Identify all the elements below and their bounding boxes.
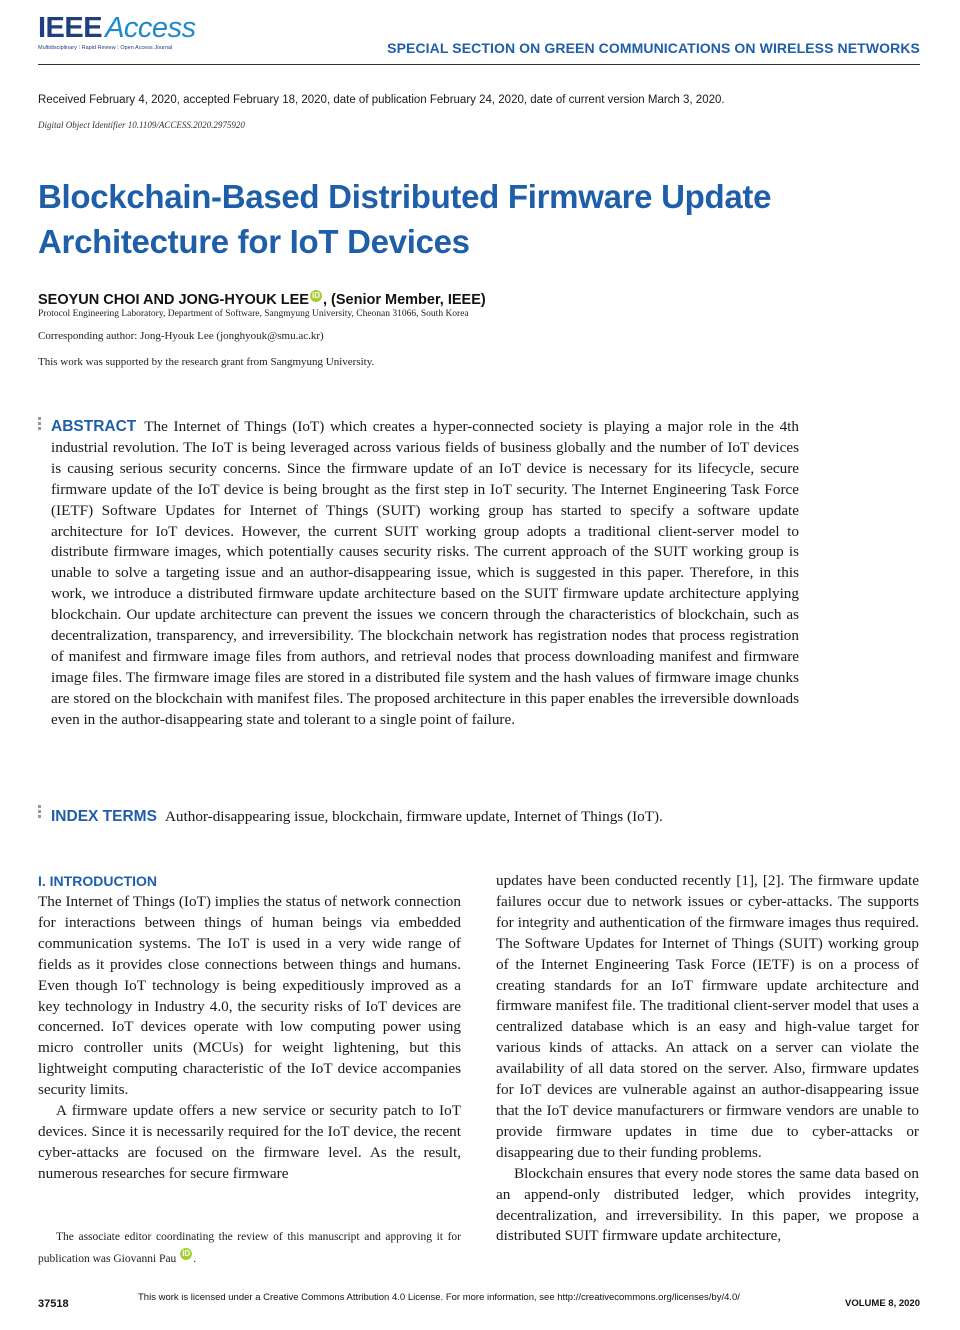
received-dates: Received February 4, 2020, accepted February 18, 2020, date of publication February 24, 2020, date of current version March 3, 2020. xyxy=(38,94,725,106)
index-terms-block xyxy=(51,806,811,827)
editor-note-text: The associate editor coordinating the review of this manuscript and approving it for publication was Giovanni Pau xyxy=(38,1231,461,1265)
intro-paragraph-2: A firmware update offers a new service or security patch to IoT devices. Since it is necessarily required for the IoT device, the recent cyber-attacks are focused on the firmware level. As the result, numerous researches for secure firmware xyxy=(38,1102,461,1182)
logo-access-text: Access xyxy=(105,12,196,44)
orcid-icon[interactable]: iD xyxy=(311,291,320,300)
index-terms-label: INDEX TERMS xyxy=(51,808,157,825)
intro-paragraph-1: The Internet of Things (IoT) implies the status of network connection for interactions between things of human beings via embedded communication systems. The IoT is used in a very wide range of fields as it provides close connections between things and humans. Even though IoT technology is being expeditiously improved as a key technology in Industry 4.0, the security risks of IoT devices are concerned. IoT devices operate with low computing power using micro controller units (MCUs) for weight lightening, but this lightweight computing characteristic of the IoT device accompanies security limits. xyxy=(38,893,461,1099)
page-number: 37518 xyxy=(38,1298,69,1310)
paper-title: Blockchain-Based Distributed Firmware Update Architecture for IoT Devices xyxy=(38,178,772,260)
affiliation: Protocol Engineering Laboratory, Department of Software, Sangmyung University, Cheonan 31066, South Korea xyxy=(38,309,469,319)
ieee-access-logo xyxy=(38,12,238,58)
author-line xyxy=(38,290,486,308)
index-terms-marker-dots xyxy=(38,805,42,820)
abstract-label: ABSTRACT xyxy=(51,418,137,435)
doi-line[interactable]: Digital Object Identifier 10.1109/ACCESS.2020.2975920 xyxy=(38,120,245,130)
editor-note-tail: . xyxy=(193,1253,197,1265)
funding-note: This work was supported by the research grant from Sangmyung University. xyxy=(38,356,375,368)
volume-label: VOLUME 8, 2020 xyxy=(845,1298,920,1309)
introduction-heading: I. INTRODUCTION xyxy=(38,873,157,889)
abstract-text: The Internet of Things (IoT) which creates a hyper-connected society is playing a major role in the 4th industrial revolution. The IoT is being leveraged across various fields of business globally and the number of IoT devices is causing serious security concerns. Since the firmware update of an IoT device is necessary for its lifecycle, secure firmware update of the IoT device is being brought as the first step in IoT security. The Internet Engineering Task Force (IETF) Software Updates for Internet of Things (SUIT) working group has started to specify a software update architecture for IoT devices. However, the current SUIT working group adopts a traditional client-server model to distribute firmware images, which potentially causes security risks. The current approach of the SUIT working group is unable to solve a targeting issue and an author-disappearing issue, which is suggested in this paper. Therefore, in this work, we introduce a distributed firmware update architecture based on the SUIT firmware update architecture applying blockchain. Our update architecture can prevent the issues we concern through the characteristics of blockchain, such as decentralization, transparency, and irreversibility. The blockchain network has registration nodes that process registration of manifest and firmware image files from authors, and retrieval nodes that process downloading manifest and firmware image files. The firmware image files are stored in a distributed file system and the hash values of firmware image chunks are stored on the blockchain with manifest files. The proposed architecture in this paper enables the irreversible downloads even in the author-disappearing state and tolerant to a single point of failure. xyxy=(51,418,799,728)
abstract-block xyxy=(51,417,799,731)
corresponding-author: Corresponding author: Jong-Hyouk Lee (jonghyouk@smu.ac.kr) xyxy=(38,330,324,342)
right-column xyxy=(496,871,919,1247)
logo-tagline: Multidisciplinary ⁝ Rapid Review ⁝ Open Access Journal xyxy=(38,45,173,51)
author-names: SEOYUN CHOI AND JONG-HYOUK LEE xyxy=(38,292,309,308)
intro-paragraph-4: Blockchain ensures that every node stores the same data based on an append-only distributed ledger, which provides integrity, decentralization, and irreversibility. In this paper, we propose a distributed SUIT firmware update architecture, xyxy=(496,1164,919,1245)
header-divider xyxy=(38,64,920,65)
associate-editor-note xyxy=(38,1227,461,1270)
logo-ieee-text: IEEE xyxy=(38,12,103,44)
intro-paragraph-3: updates have been conducted recently [1], [2]. The firmware update failures occur due to network issues or cyber-attacks. The supports for integrity and authentication of the firmware images thus required. The Software Updates for Internet of Things (SUIT) working group of the Internet Engineering Task Force (IETF) is on a process of creating standards for an IoT firmware update architecture and firmware manifest file. The traditional client-server model that uses a centralized database which is an easy and high-value target for various kinds of attacks. An attack on a server can violate the availability of all data stored on the server. Also, firmware updates for IoT devices are vulnerable against an author-disappearing issue that the IoT device manufacturers or firmware vendors are unable to provide firmware updates in time due to cyber-attacks or disappearing due to their funding problems. xyxy=(496,872,919,1161)
license-note: This work is licensed under a Creative Commons Attribution 4.0 License. For more information, see http://creativecommons.org/licenses/by/4.0/ xyxy=(138,1292,740,1303)
special-section-title: SPECIAL SECTION ON GREEN COMMUNICATIONS ON WIRELESS NETWORKS xyxy=(387,40,920,56)
index-terms-text: Author-disappearing issue, blockchain, firmware update, Internet of Things (IoT). xyxy=(164,808,663,825)
page-footer xyxy=(38,1292,920,1314)
left-column xyxy=(38,870,461,1185)
abstract-marker-dots xyxy=(38,417,42,432)
editor-orcid-icon[interactable]: iD xyxy=(182,1249,191,1258)
author-membership: , (Senior Member, IEEE) xyxy=(322,292,486,308)
